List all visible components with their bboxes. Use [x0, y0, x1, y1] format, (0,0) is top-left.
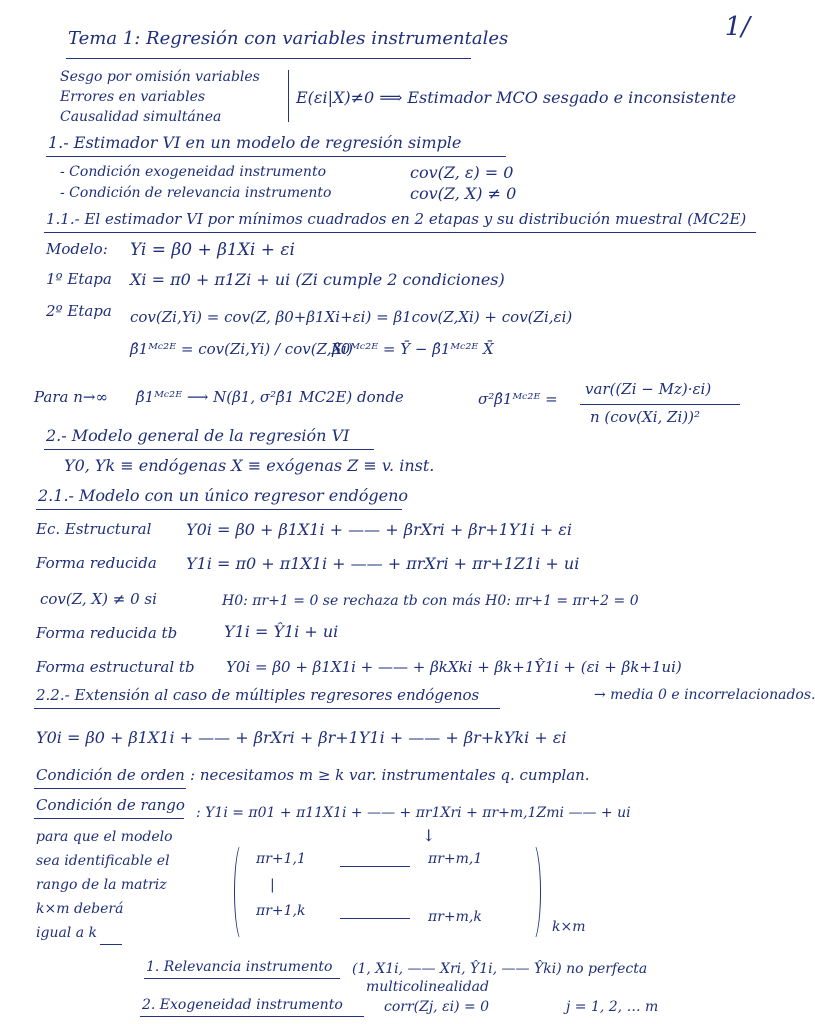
- matrix-r1c2: πr+m,1: [428, 851, 483, 867]
- multicollinearity-label: multicolinealidad: [366, 979, 489, 995]
- relevance-condition-formula: cov(Z, X) ≠ 0: [410, 184, 517, 203]
- variance-denominator: n (cov(Xi, Zi))²: [590, 408, 700, 426]
- stage-2-label: 2º Etapa: [46, 302, 112, 320]
- reduced-form-tb-label: Forma reducida tb: [36, 624, 178, 642]
- structural-tb-equation: Y0i = β0 + β1X1i + —— + βkXki + βk+1Ŷ1i + (εi + βk+1ui): [226, 658, 682, 676]
- instrument-test-hypothesis: H0: πr+1 = 0 se rechaza tb con más H0: πr+1 = πr+2 = 0: [222, 593, 639, 609]
- cause-omitted-variable: Sesgo por omisión variables: [60, 69, 260, 85]
- page-number: 1/: [724, 12, 750, 42]
- exogeneity-index: j = 1, 2, … m: [566, 999, 659, 1015]
- section-2-2-underline: [34, 708, 500, 709]
- rank-description-line-5: igual a k: [36, 925, 98, 941]
- exogeneity-underline: [140, 1016, 364, 1017]
- section-1-1-underline: [44, 232, 756, 233]
- section-1-1-heading: 1.1.- El estimador VI por mínimos cuadrados en 2 etapas y su distribución muestral (MC2E): [46, 210, 747, 228]
- model-equation: Yi = β0 + β1Xi + εi: [130, 240, 295, 260]
- reduced-form-label: Forma reducida: [36, 554, 157, 572]
- rank-description-line-2: sea identificable el: [36, 853, 170, 869]
- section-1-heading: 1.- Estimador VI en un modelo de regresión simple: [48, 133, 462, 152]
- rank-condition-underline: [34, 818, 184, 819]
- relevance-equation: (1, X1i, —— Xri, Ŷ1i, —— Ŷki) no perfecta: [352, 961, 648, 977]
- matrix-dimension: k×m: [552, 919, 586, 935]
- cause-measurement-error: Errores en variables: [60, 89, 206, 105]
- structural-eq-label: Ec. Estructural: [36, 520, 152, 538]
- stage-2-equation: cov(Zi,Yi) = cov(Z, β0+β1Xi+εi) = β1cov(Z,Xi) + cov(Zi,εi): [130, 308, 573, 326]
- title-underline: [66, 58, 471, 59]
- relevance-heading: 1. Relevancia instrumento: [146, 959, 333, 975]
- instrument-test-condition: cov(Z, X) ≠ 0 si: [40, 590, 157, 608]
- rank-k-underline: [100, 944, 122, 945]
- reduced-form-tb-equation: Y1i = Ŷ1i + ui: [224, 622, 339, 641]
- rank-description-line-3: rango de la matriz: [36, 877, 167, 893]
- exogeneity-condition-label: - Condición exogeneidad instrumento: [60, 164, 326, 180]
- exogeneity-heading: 2. Exogeneidad instrumento: [142, 997, 343, 1013]
- intro-consequence: E(εi|X)≠0 ⟹ Estimador MCO sesgado e inconsistente: [296, 88, 737, 107]
- stage-1-label: 1º Etapa: [46, 270, 112, 288]
- order-condition-text: : necesitamos m ≥ k var. instrumentales q. cumplan.: [190, 766, 590, 784]
- rank-description-line-1: para que el modelo: [36, 829, 173, 845]
- cause-simultaneity: Causalidad simultánea: [60, 109, 222, 125]
- matrix-left-paren: [234, 842, 251, 942]
- structural-equation: Y0i = β0 + β1X1i + —— + βrXri + βr+1Y1i + εi: [186, 520, 572, 539]
- model-label: Modelo:: [46, 240, 108, 258]
- section-2-heading: 2.- Modelo general de la regresión VI: [46, 426, 350, 445]
- error-note: → media 0 e incorrelacionados.: [594, 687, 815, 703]
- order-condition-label: Condición de orden: [36, 766, 185, 784]
- rank-condition-equation: : Y1i = π01 + π11X1i + —— + πr1Xri + πr+m,1Zmi —— + ui: [196, 805, 631, 821]
- beta1-estimator: β̂1ᴹᶜ²ᴱ = cov(Zi,Yi) / cov(Z,Xi): [130, 340, 353, 358]
- rank-description-line-4: k×m deberá: [36, 901, 124, 917]
- asymptotic-distribution: β̂1ᴹᶜ²ᴱ ⟶ N(β1, σ²β̂1 MC2E) donde: [136, 388, 404, 406]
- matrix-r3c2: πr+m,k: [428, 909, 482, 925]
- stage-1-equation: Xi = π0 + π1Zi + ui (Zi cumple 2 condiciones): [130, 270, 505, 289]
- section-2-1-underline: [36, 509, 402, 510]
- rank-down-arrow: ↓: [422, 826, 436, 845]
- multiple-endogenous-equation: Y0i = β0 + β1X1i + —— + βrXri + βr+1Y1i + —— + βr+kYki + εi: [36, 728, 567, 747]
- section-2-1-heading: 2.1.- Modelo con un único regresor endógeno: [38, 486, 409, 505]
- relevance-underline: [144, 978, 340, 979]
- asymptotic-label: Para n→∞: [34, 388, 108, 406]
- matrix-r1c1: πr+1,1: [256, 851, 306, 867]
- variance-fraction-bar: [580, 404, 740, 405]
- section-2-2-heading: 2.2.- Extensión al caso de múltiples regresores endógenos: [36, 686, 480, 704]
- exogeneity-equation: corr(Zj, εi) = 0: [384, 999, 490, 1015]
- variance-lhs: σ²β̂1ᴹᶜ²ᴱ =: [478, 390, 558, 408]
- rank-condition-label: Condición de rango: [36, 796, 185, 814]
- reduced-form-equation: Y1i = π0 + π1X1i + —— + πrXri + πr+1Z1i + ui: [186, 554, 580, 573]
- structural-tb-label: Forma estructural tb: [36, 658, 195, 676]
- matrix-r1-dash: [340, 866, 410, 867]
- matrix-r3c1: πr+1,k: [256, 903, 306, 919]
- matrix-right-paren: [524, 842, 541, 942]
- page-title: Tema 1: Regresión con variables instrumentales: [68, 28, 509, 49]
- relevance-condition-label: - Condición de relevancia instrumento: [60, 185, 332, 201]
- matrix-r2c1: |: [270, 877, 275, 893]
- matrix-r3-dash: [340, 918, 410, 919]
- intro-brace: [288, 70, 289, 122]
- section-1-underline: [46, 156, 506, 157]
- beta0-estimator: β̂0ᴹᶜ²ᴱ = Ȳ − β̂1ᴹᶜ²ᴱ X̄: [332, 340, 494, 358]
- order-condition-underline: [34, 788, 186, 789]
- variance-numerator: var((Zi − Mz)·εi): [585, 380, 712, 398]
- variable-types: Y0, Yk ≡ endógenas X ≡ exógenas Z ≡ v. inst.: [64, 456, 435, 475]
- section-2-underline: [44, 449, 374, 450]
- exogeneity-condition-formula: cov(Z, ε) = 0: [410, 163, 514, 182]
